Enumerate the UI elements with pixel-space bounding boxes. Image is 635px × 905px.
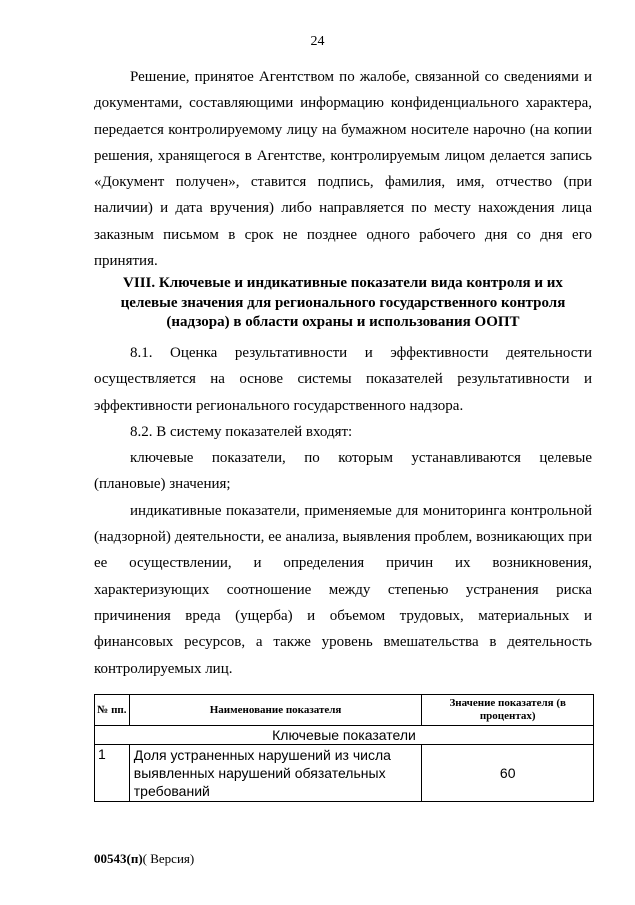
header-name: Наименование показателя xyxy=(129,695,422,726)
row-value: 60 xyxy=(422,745,594,802)
section-body xyxy=(94,340,592,682)
header-num: № пп. xyxy=(95,695,130,726)
section-heading xyxy=(94,274,592,333)
table-header-row xyxy=(95,695,594,726)
section-heading-line-1: VIII. Ключевые и индикативные показатели вида контроля и их xyxy=(123,275,563,291)
group-title: Ключевые показатели xyxy=(95,726,594,745)
row-name: Доля устраненных нарушений из числа выявленных нарушений обязательных требований xyxy=(129,745,422,802)
document-version: ( Версия) xyxy=(142,851,195,866)
table-row xyxy=(95,745,594,802)
paragraph-indicative-indicators: индикативные показатели, применяемые для мониторинга контрольной (надзорной) деятельности, ее анализа, выявления проблем, возникающих при ее осуществлении, и определения причин их возникновения, характеризующих соотношение между степенью устранения риска причинения вреда (ущерба) и объемом трудовых, материальных и финансовых ресурсов, а также уровень вмешательства в деятельность контролируемых лиц. xyxy=(94,502,592,677)
paragraph-complaint-decision xyxy=(94,64,592,274)
paragraph-8-2: 8.2. В систему показателей входят: xyxy=(130,423,353,440)
table-group-row xyxy=(95,726,594,745)
section-heading-line-2: целевые значения для регионального государственного контроля xyxy=(120,294,566,311)
section-heading-line-3: (надзора) в области охраны и использования ООПТ xyxy=(166,314,520,330)
header-value: Значение показателя (в процентах) xyxy=(422,695,594,726)
paragraph-8-1: 8.1. Оценка результативности и эффективности деятельности осуществляется на основе системы показателей результативности и эффективности регионального государственного надзора. xyxy=(94,345,592,414)
page-number: 24 xyxy=(310,34,325,49)
paragraph-text: Решение, принятое Агентством по жалобе, связанной со сведениями и документами, составляющими информацию конфиденциального характера, передается контролируемому лицу на бумажном носителе нарочно (на копии решения, хранящегося в Агентстве, контролируемым лицом делается запись «Документ получен», ставится подпись, фамилия, имя, отчество (при наличии) и дата вручения) либо направляется по месту нахождения лица заказным письмом в срок не позднее одного рабочего дня со дня его принятия. xyxy=(94,69,592,270)
row-num: 1 xyxy=(95,745,130,802)
document-code: 00543(п) xyxy=(94,851,143,866)
indicators-table xyxy=(94,694,594,802)
paragraph-key-indicators: ключевые показатели, по которым устанавливаются целевые (плановые) значения; xyxy=(94,450,592,493)
document-footer xyxy=(94,851,194,867)
